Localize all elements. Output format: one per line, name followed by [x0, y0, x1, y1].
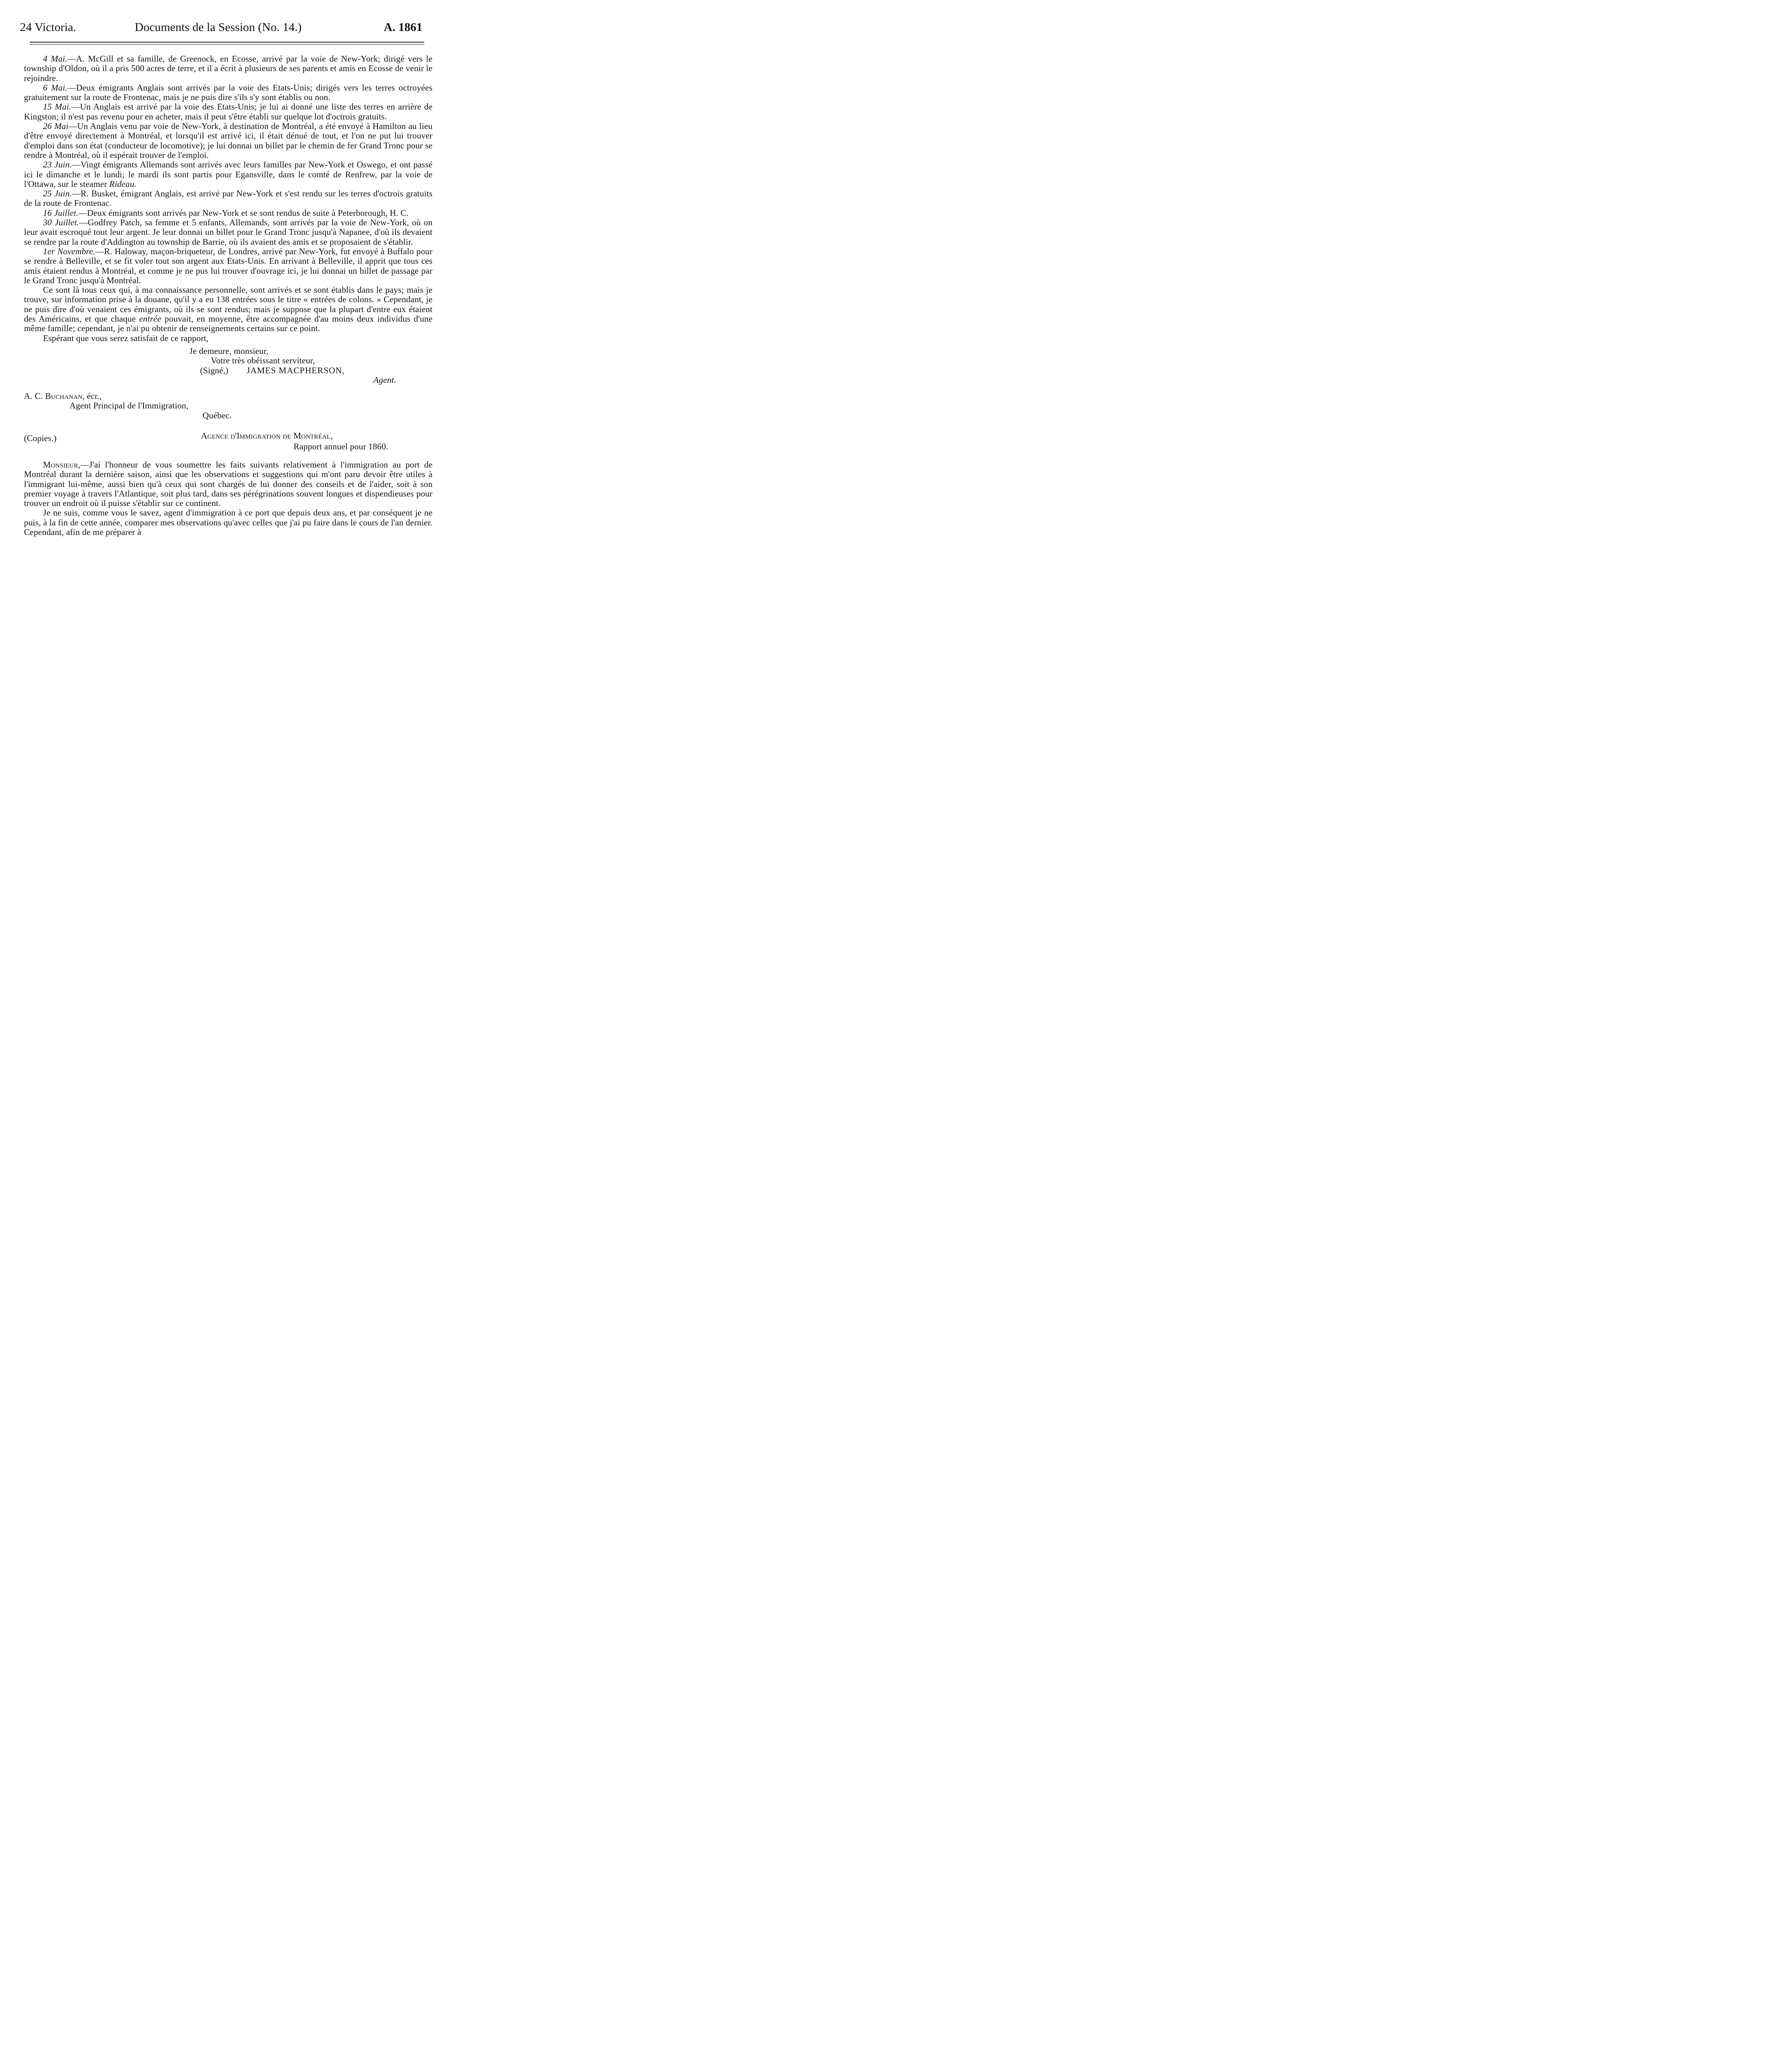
report-subtitle: Rapport annuel pour 1860. — [294, 441, 388, 451]
addressee-name — [24, 391, 432, 401]
signed-mark: (Signé,) — [200, 365, 229, 375]
addressee-suffix: , écr., — [82, 391, 102, 401]
summary-paragraph — [24, 285, 432, 333]
addressee-initials: A. C. — [24, 391, 43, 401]
header-rule — [30, 42, 424, 43]
addressee-surname: Buchanan — [45, 391, 83, 401]
entry-text: —R. Haloway, maçon-briqueteur, de Londres, arrivé par New-York, fut envoyé à Buffalo pour se rendre à Belleville, et se fit voler tout son argent aux Etats-Unis. En arrivant à Belleville, il apprit que tous ces amis étaient rendus à Montréal, et comme je ne pus lui trouver d'ouvrage ici, je lui donnai un billet de passage par le Grand Tronc jusqu'à Montréal. — [24, 246, 432, 285]
closing-line-1: Je demeure, monsieur, — [189, 346, 269, 356]
entry-date: 30 Juillet. — [43, 217, 79, 228]
running-head-volume: 24 Victoria. — [20, 21, 76, 34]
entry-date: 15 Mai. — [43, 102, 72, 112]
signature-line — [24, 366, 432, 375]
ship-name: Rideau. — [109, 179, 137, 189]
copies-note: (Copies.) — [24, 433, 57, 443]
report-paragraph: Je ne suis, comme vous le savez, agent d'immigration à ce port que depuis deux ans, et par conséquent je ne puis, à la fin de cette année, comparer mes observations qu'avec celles que j'ai pu faire dans le cours de l'an dernier. Cependant, afin de me préparer à — [24, 508, 432, 537]
entry-text: —Vingt émigrants Allemands sont arrivés avec leurs familles par New-York et Oswego, et ont passé ici le dimanche et le lundi; le mardi ils sont partis pour Egansville, dans le comté de Renfrew, par la voie de l'Ottawa, sur le steamer — [24, 160, 432, 189]
addressee-city: Québec. — [203, 410, 232, 420]
closing-hope: Espérant que vous serez satisfait de ce rapport, — [43, 333, 209, 343]
entry-text: —Deux émigrants sont arrivés par New-York et se sont rendus de suite à Peterborough, H. C. — [78, 208, 409, 218]
entry-paragraph — [24, 83, 432, 103]
entry-paragraph — [24, 54, 432, 83]
entry-paragraph — [24, 122, 432, 160]
addressee-office: Agent Principal de l'Immigration, — [69, 401, 189, 411]
summary-text-end: pouvait, en moyenne, être accompagnée d'au moins deux individus d'une même famille; cependant, je n'ai pu obtenir de renseignements certains sur ce point. — [24, 314, 433, 334]
entry-text: —R. Busket, émigrant Anglais, est arrivé par New-York et s'est rendu sur les terres d'octrois gratuits de la route de Frontenac. — [24, 189, 432, 208]
entry-text: —A. McGill et sa famille, de Greenock, en Ecosse, arrivé par la voie de New-York; dirigé vers le township d'Oldon, où il a pris 500 acres de terre, et il a écrit à plusieurs de ses parents et amis en Ecosse de venir le rejoindre. — [24, 54, 432, 83]
entry-paragraph — [24, 102, 432, 122]
summary-text: Ce sont là tous ceux qui, à ma connaissance personnelle, sont arrivés et se sont établis dans le pays; mais je trouve, sur information prise à la douane, qu'il y a eu 138 entrées sous le titre « entrées de colons. » Cependant, je ne puis dire d'où venaient ces émigrants, où ils se sont rendus; mais je suppose que la plupart d'entre eux étaient des Américains, et que chaque — [24, 285, 432, 324]
addressee-block — [24, 391, 432, 420]
entry-date: 4 Mai. — [43, 54, 67, 64]
entry-paragraph — [24, 208, 432, 218]
entry-text: —Un Anglais est arrivé par la voie des Etats-Unis; je lui ai donné une liste des terres en arrière de Kingston; il n'est pas revenu pour en acheter, mais il peut s'être établi sur quelque lot d'octrois gratuits. — [24, 102, 432, 122]
agency-heading: Agence d'Immigration de Montréal, — [201, 430, 333, 441]
entry-date: 6 Mai. — [43, 82, 68, 93]
entry-paragraph — [24, 218, 432, 247]
signatory-name: JAMES MACPHERSON, — [246, 365, 345, 375]
closing-block — [24, 346, 432, 385]
entry-text: —Godfrey Patch, sa femme et 5 enfants, Allemands, sont arrivés par la voie de New-York, où on leur avait escroqué tout leur argent. Je leur donnai un billet pour le Grand Tronc jusqu'à Napanee, d'où ils devaient se rendre par la route d'Addington au township de Barrie, où ils avaient des amis et se proposaient de s'établir. — [24, 217, 432, 247]
entry-date: 25 Juin. — [43, 189, 72, 199]
document-page — [0, 0, 455, 649]
running-head-title: Documents de la Session (No. 14.) — [135, 21, 302, 34]
entry-date: 26 Mai — [43, 121, 69, 131]
entry-paragraph — [24, 247, 432, 285]
entry-paragraph — [24, 189, 432, 208]
entry-date: 16 Juillet. — [43, 208, 79, 218]
header-rule-thin — [30, 44, 424, 45]
report-text: —J'ai l'honneur de vous soumettre les faits suivants relativement à l'immigration au port de Montréal durant la dernière saison, ainsi que les observations et suggestions qui m'ont paru devoir être utiles à l'immigrant lui-même, aussi bien qu'à ceux qui sont chargés de lui donner des conseils et de l'aider, soit à son premier voyage à travers l'Atlantique, soit plus tard, dans ses pérégrinations souvent longues et dispendieuses pour trouver un endroit où il puisse s'établir sur ce continent. — [24, 459, 432, 508]
report-heading-block — [24, 431, 432, 454]
document-body — [24, 54, 432, 537]
running-head-year: A. 1861 — [384, 21, 423, 34]
report-paragraph — [24, 460, 432, 508]
entry-text: —Deux émigrants Anglais sont arrivés par la voie des Etats-Unis; dirigés vers les terres octroyées gratuitement sur la route de Frontenac, mais je ne puis dire s'ils s'y sont établis ou non. — [24, 82, 432, 103]
summary-italic-term: entrée — [139, 314, 161, 324]
closing-line-2: Votre très obéissant serviteur, — [211, 356, 315, 366]
entry-date: 1er Novembre. — [43, 246, 96, 256]
signatory-title: Agent. — [373, 375, 397, 385]
entry-paragraph — [24, 160, 432, 189]
entry-text: —Un Anglais venu par voie de New-York, à destination de Montréal, a été envoyé à Hamilton au lieu d'être envoyé directement à Montréal, et lorsqu'il est arrivé ici, il était dénué de tout, et l'on ne put lui trouver d'emploi dans son état (conducteur de locomotive); je lui donnai un billet par le chemin de fer Grand Tronc pour se rendre à Montréal, où il espérait trouver de l'emploi. — [24, 121, 432, 160]
entry-date: 23 Juin. — [43, 160, 72, 170]
salutation: Monsieur, — [43, 459, 81, 470]
